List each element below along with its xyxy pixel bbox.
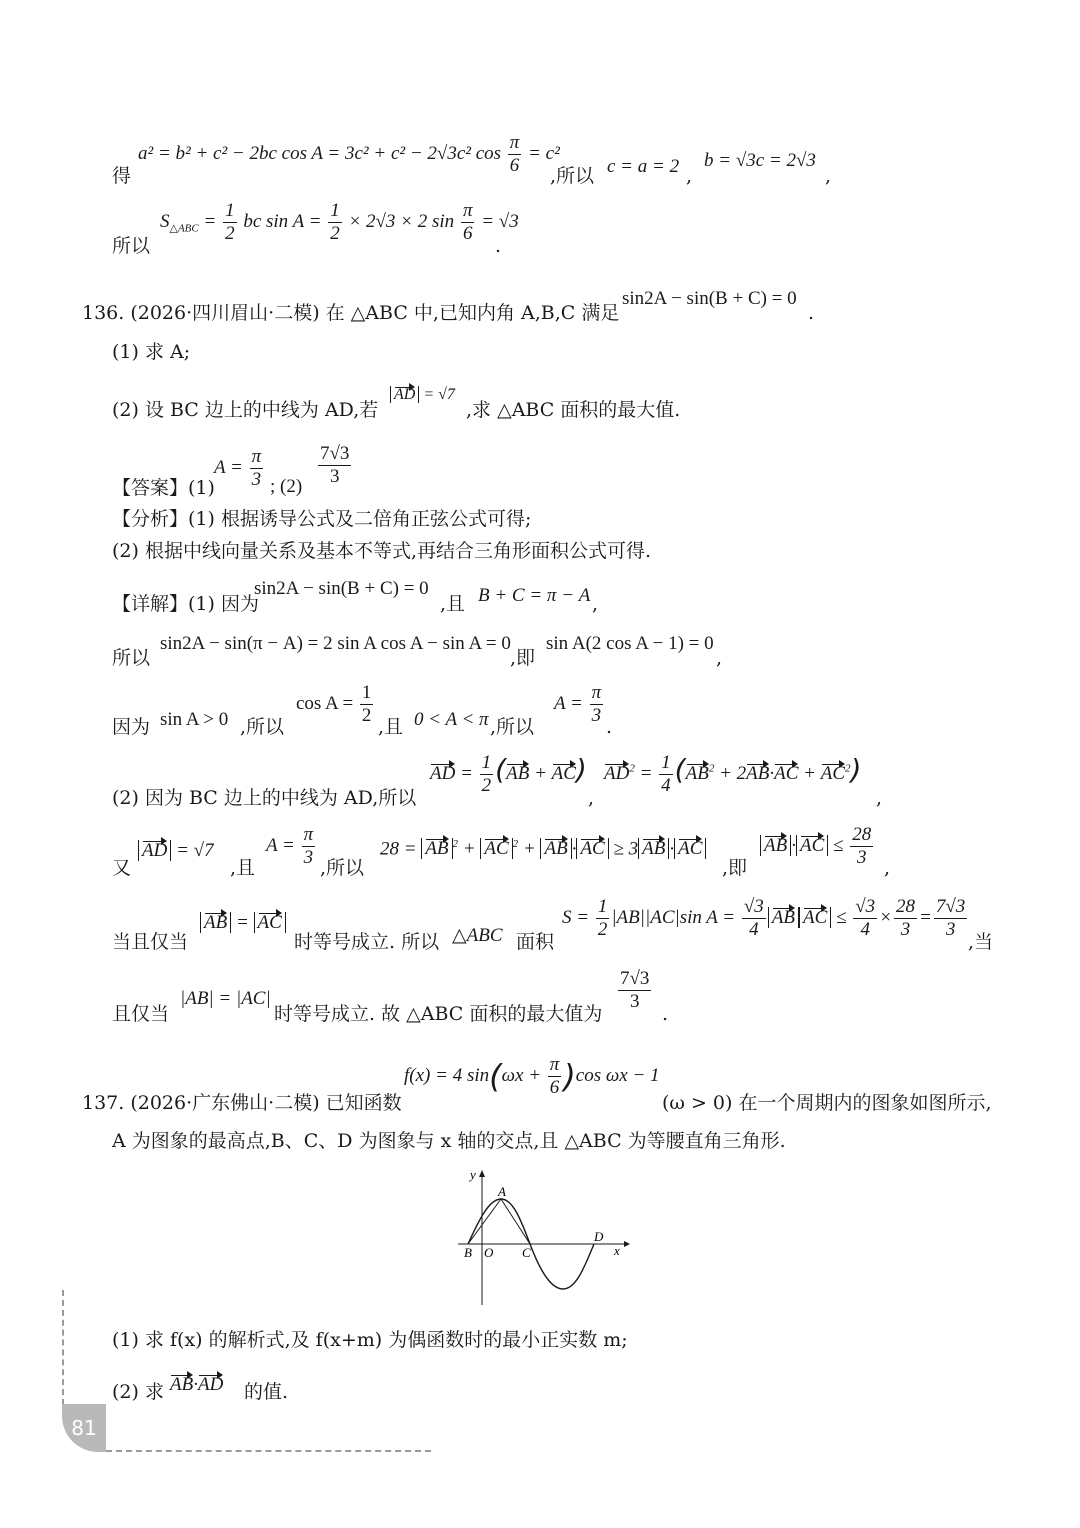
text-mianji: 面积: [516, 931, 555, 953]
equation-detail-cond: sin2A − sin(B + C) = 0: [254, 578, 429, 599]
graph-label-a: A: [498, 1184, 506, 1199]
equation-dot-product: AB·AD: [170, 1374, 224, 1395]
equation-ad-root7: AD = √7: [138, 840, 214, 862]
text-comma: ,: [884, 857, 891, 879]
question-136-part2-a: (2) 设 BC 边上的中线为 AD,若: [112, 399, 379, 421]
text-equality: 时等号成立. 所以: [294, 931, 440, 953]
answer-a: A = $\frac{\pi}{3}$: [214, 446, 262, 490]
text-suoyi: ,所以: [320, 857, 365, 879]
detail-part2-text: (2) 因为 BC 边上的中线为 AD,所以: [112, 787, 417, 809]
text-ji: ,即: [510, 647, 536, 669]
text-dot: .: [662, 1003, 669, 1025]
equation-b: b = √3c = 2√3: [704, 150, 816, 171]
text-suoyi: ,所以: [490, 716, 535, 738]
equation-c-eq-a: c = a = 2: [607, 156, 680, 177]
equation-a-pi3: A = $\frac{\pi}{3}$: [266, 824, 314, 868]
equation-function-def: f(x) = 4 sin(ωx + $\frac{\pi}{6}$ )cos ωx − 1: [404, 1054, 660, 1098]
equation-area-bound: S = $\frac{1}{2}$ |AB||AC|sin A = $\frac{√3}{4}$ AB AC ≤ $\frac{√3}{4}$ × $\frac{28}{3}$ = $\frac{7√3}{3}$: [562, 896, 966, 940]
question-137-head: 137. (2026·广东佛山·二模) 已知函数: [82, 1092, 402, 1114]
analysis-line-2: (2) 根据中线向量关系及基本不等式,再结合三角形面积公式可得.: [112, 540, 652, 562]
text-suoyi: 所以: [112, 235, 151, 257]
text-de: 得: [112, 165, 132, 187]
text-qie: ,且: [378, 716, 404, 738]
y-axis-arrow: [479, 1170, 485, 1177]
question-137-part2-b: 的值.: [244, 1381, 289, 1403]
text-suoyi: ,所以: [240, 716, 285, 738]
equation-product-bound: AB · AC ≤ $\frac{28}{3}$: [760, 824, 875, 869]
equation-area: $S_{\triangle ABC}$ = $\frac{1}{2}$ bc sin A = $\frac{1}{2}$ × 2√3 × 2 sin $\frac{\pi}{6}$ = √3: [160, 200, 519, 244]
text-dang: ,当: [968, 931, 994, 953]
question-136-head: 136. (2026·四川眉山·二模) 在 △ABC 中,已知内角 A,B,C 满足: [82, 302, 620, 324]
equation-ab-eq-ac: AB = AC: [200, 912, 286, 934]
question-137-omega: (ω > 0) 在一个周期内的图象如图所示,: [662, 1092, 992, 1114]
graph-label-d: D: [594, 1229, 604, 1244]
text-dot: .: [606, 716, 613, 738]
question-137-line2: A 为图象的最高点,B、C、D 为图象与 x 轴的交点,且 △ABC 为等腰直角三角形.: [112, 1130, 786, 1152]
text-dot: .: [808, 302, 815, 324]
equation-median-vector: AD = $\frac{1}{2}$ (AB + AC): [430, 752, 587, 796]
analysis-line-1: 【分析】(1) 根据诱导公式及二倍角正弦公式可得;: [112, 508, 532, 530]
text-max-area: 时等号成立. 故 △ABC 面积的最大值为: [274, 1003, 603, 1025]
equation-inequality: 28 = AB $^2$ + AC $^2$ + AB · AC ≥ 3 AB · AC: [380, 838, 706, 860]
question-137-part1: (1) 求 f(x) 的解析式,及 f(x+m) 为偶函数时的最小正实数 m;: [112, 1329, 628, 1351]
equation-range: 0 < A < π: [414, 709, 489, 730]
label-triangle: △ABC: [452, 925, 503, 946]
equation-ab-eq-ac-scalar: |AB| = |AC|: [180, 988, 271, 1009]
graph-label-b: B: [464, 1245, 472, 1260]
text-suoyi: 所以: [112, 647, 151, 669]
question-136-part2-b: ,求 △ABC 面积的最大值.: [466, 399, 681, 421]
graph-label-y: y: [470, 1167, 476, 1182]
equation-median-square: $AD^2$ = $\frac{1}{4}$ $(AB^2 + 2AB\cdot AC + AC^2)$: [604, 752, 862, 796]
equation-a-value: A = $\frac{\pi}{3}$: [554, 682, 602, 726]
text-qiejindang: 且仅当: [112, 1003, 170, 1025]
text-qie: ,且: [230, 857, 256, 879]
text-comma: ,: [825, 165, 832, 187]
text-comma: ,: [588, 787, 595, 809]
text-you: 又: [112, 857, 132, 879]
page-border-horizontal: [106, 1450, 431, 1452]
equation-max-value: $\frac{7√3}{3}$: [620, 968, 650, 1012]
text-ji: ,即: [722, 857, 748, 879]
equation-cos-half: cos A = $\frac{1}{2}$: [296, 682, 372, 726]
function-graph: [454, 1165, 634, 1315]
text-qie: ,且: [440, 593, 466, 615]
text-suoyi: ,所以: [550, 165, 595, 187]
text-dot: .: [495, 235, 502, 257]
text-yinwei: 因为: [112, 716, 151, 738]
graph-label-c: C: [522, 1245, 531, 1260]
text-comma: ,: [686, 165, 693, 187]
equation-cosine-law: a² = b² + c² − 2bc cos A = 3c² + c² − 2√3c² cos $\frac{\pi}{6}$ = c²: [138, 132, 560, 176]
equation-ad-norm: AD = √7: [390, 386, 455, 404]
text-dangqie: 当且仅当: [112, 931, 189, 953]
page-number: 81: [62, 1404, 106, 1452]
equation-double-angle: sin2A − sin(π − A) = 2 sin A cos A − sin A = 0: [160, 633, 511, 654]
text-comma: ,: [876, 787, 883, 809]
x-axis-arrow: [624, 1241, 630, 1247]
text-comma: ,: [592, 593, 599, 615]
equation-sin-pos: sin A > 0: [160, 709, 229, 730]
equation-b-plus-c: B + C = π − A: [478, 585, 591, 606]
answer-label: 【答案】(1): [112, 477, 215, 499]
equation-condition: sin2A − sin(B + C) = 0: [622, 288, 797, 309]
answer-max-area: $\frac{7√3}{3}$: [320, 443, 350, 487]
equation-factor: sin A(2 cos A − 1) = 0: [546, 633, 714, 654]
text-comma: ,: [716, 647, 723, 669]
detail-label: 【详解】(1) 因为: [112, 593, 259, 615]
answer-part2-label: ; (2): [270, 476, 303, 497]
question-137-part2-a: (2) 求: [112, 1381, 164, 1403]
graph-label-o: O: [484, 1245, 494, 1260]
page-border-vertical: [62, 1290, 64, 1405]
question-136-part1: (1) 求 A;: [112, 341, 191, 363]
graph-label-x: x: [614, 1243, 620, 1258]
